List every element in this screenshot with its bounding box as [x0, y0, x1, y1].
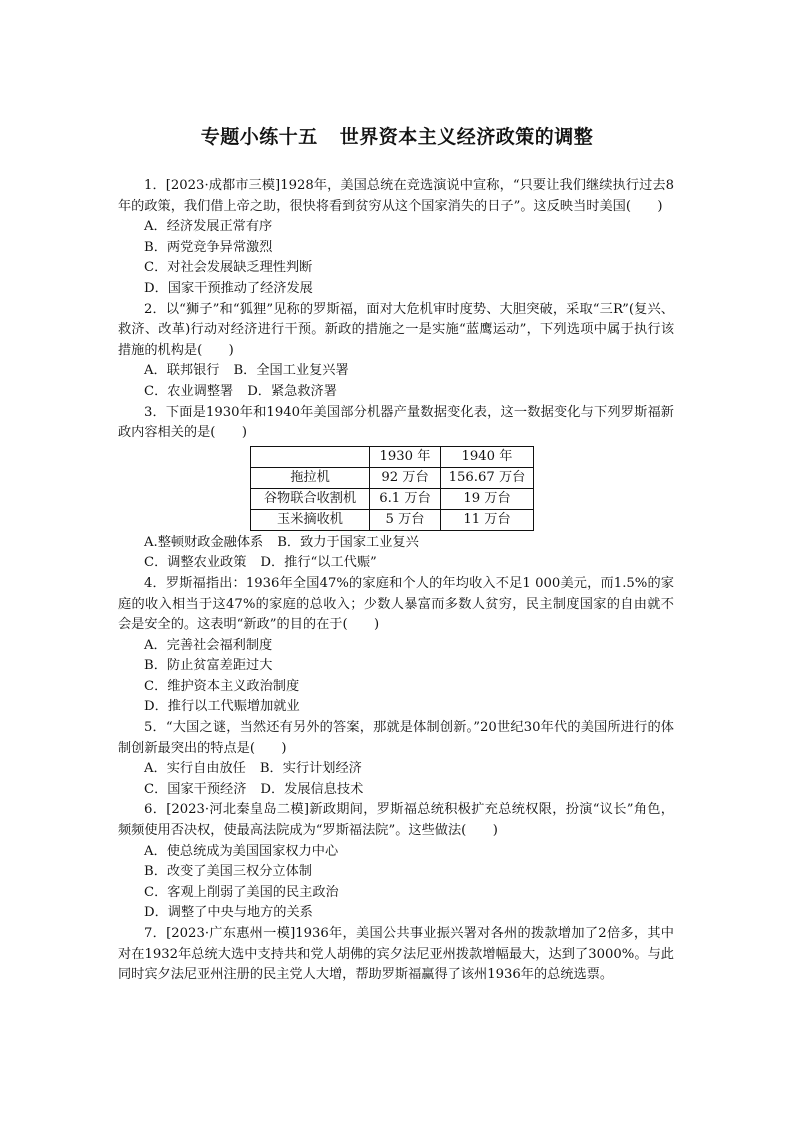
question-2-option-c: C．农业调整署: [144, 383, 234, 399]
question-5-option-c: C．国家干预经济: [144, 781, 247, 797]
question-1-option-b: B．两党竞争异常激烈: [144, 239, 273, 255]
question-5-options-cd: [118, 780, 674, 801]
question-2-options-ab: [118, 361, 674, 382]
title-topic: 世界资本主义经济政策的调整: [339, 126, 594, 148]
table-row: [251, 509, 534, 530]
question-3-options-cd: [118, 553, 674, 574]
question-6-stem: 6．[2023·河北秦皇岛二模]新政期间，罗斯福总统积极扩充总统权限，扮演“议长”角色，频频使用否决权，使最高法院成为“罗斯福法院”。这些做法( ): [118, 802, 674, 839]
question-3-option-c: C．调整农业政策: [144, 555, 247, 571]
question-5-options-ab: [118, 759, 674, 780]
question-4-option-c: C．维护资本主义政治制度: [144, 678, 300, 694]
question-5-option-b: B．实行计划经济: [259, 761, 362, 777]
question-6-option-a: A．使总统成为美国国家权力中心: [144, 843, 339, 859]
question-5-option-a: A．实行自由放任: [144, 761, 246, 777]
question-7-stem: 7．[2023·广东惠州一模]1936年，美国公共事业振兴署对各州的拨款增加了2倍多，其中对在1932年总统大选中支持共和党人胡佛的宾夕法尼亚州拨款增幅最大，达到了3000%。与此同时宾夕法尼亚州注册的民主党人大增，帮助罗斯福赢得了该州1936年的总统选票。: [118, 926, 674, 983]
table-header-cell: 1930 年: [370, 446, 441, 467]
question-5-stem: 5．“大国之谜，当然还有另外的答案，那就是体制创新。”20世纪30年代的美国所进行的体制创新最突出的特点是( ): [118, 720, 674, 756]
table-header-cell: 1940 年: [441, 446, 534, 467]
question-list: [118, 176, 674, 986]
question-2-options-cd: [118, 382, 674, 403]
question-2-option-a: A．联邦银行: [144, 363, 220, 379]
question-4-stem: 4．罗斯福指出：1936年全国47%的家庭和个人的年均收入不足1 000美元，而1.5%的家庭的收入相当于这47%的家庭的总收入；少数人暴富而多数人贫穷，民主制度国家的自由就不会是安全的。这表明“新政”的目的在于( ): [118, 575, 674, 633]
question-1-option-d: D．国家干预推动了经济发展: [144, 280, 313, 296]
question-3-option-a: A.整顿财政金融体系: [144, 534, 264, 550]
question-6-option-c: C．客观上削弱了美国的民主政治: [144, 884, 339, 900]
question-2-option-d: D．紧急救济署: [247, 383, 337, 399]
question-3-option-d: D．推行“以工代赈”: [260, 555, 377, 571]
question-3-options-ab: [118, 533, 674, 554]
question-6-option-b: B．改变了美国三权分立体制: [144, 864, 312, 880]
table-cell: 6.1 万台: [370, 488, 441, 509]
question-4-option-d: D．推行以工代赈增加就业: [144, 699, 300, 715]
table-cell: 拖拉机: [251, 467, 370, 488]
table-row: [251, 467, 534, 488]
table-row: [251, 488, 534, 509]
table-cell: 玉米摘收机: [251, 509, 370, 530]
question-1-option-a: A．经济发展正常有序: [144, 219, 273, 235]
question-2-stem: 2．以“狮子”和“狐狸”见称的罗斯福，面对大危机审时度势、大胆突破，采取“三R”(复兴、救济、改革)行动对经济进行干预。新政的措施之一是实施“蓝鹰运动”，下列选项中属于执行该措施的机构是( ): [118, 301, 674, 358]
table-cell: 11 万台: [441, 509, 534, 530]
question-2-option-b: B．全国工业复兴署: [233, 363, 349, 379]
question-1-option-c: C．对社会发展缺乏理性判断: [144, 260, 313, 276]
question-3-stem: 3．下面是1930年和1940年美国部分机器产量数据变化表，这一数据变化与下列罗斯福新政内容相关的是( ): [118, 404, 674, 441]
table-header-row: [251, 446, 534, 467]
question-5-option-d: D．发展信息技术: [260, 781, 364, 797]
question-3-option-b: B．致力于国家工业复兴: [277, 534, 419, 550]
table-cell: 19 万台: [441, 488, 534, 509]
question-4-option-b: B．防止贫富差距过大: [144, 658, 273, 674]
table-cell: 谷物联合收割机: [251, 488, 370, 509]
question-6-option-d: D．调整了中央与地方的关系: [144, 905, 313, 921]
question-4-option-a: A．完善社会福利制度: [144, 637, 273, 653]
table-cell: 5 万台: [370, 509, 441, 530]
machine-output-table: [250, 446, 534, 531]
table-cell: 92 万台: [370, 467, 441, 488]
question-1-stem: 1．[2023·成都市三模]1928年，美国总统在竞选演说中宣称，“只要让我们继续执行过去8年的政策，我们借上帝之助，很快将看到贫穷从这个国家消失的日子”。这反映当时美国( ): [118, 178, 674, 214]
table-cell: 156.67 万台: [441, 467, 534, 488]
table-header-cell: [251, 446, 370, 467]
title-series: 专题小练十五: [200, 126, 318, 148]
page-title: [0, 122, 794, 149]
